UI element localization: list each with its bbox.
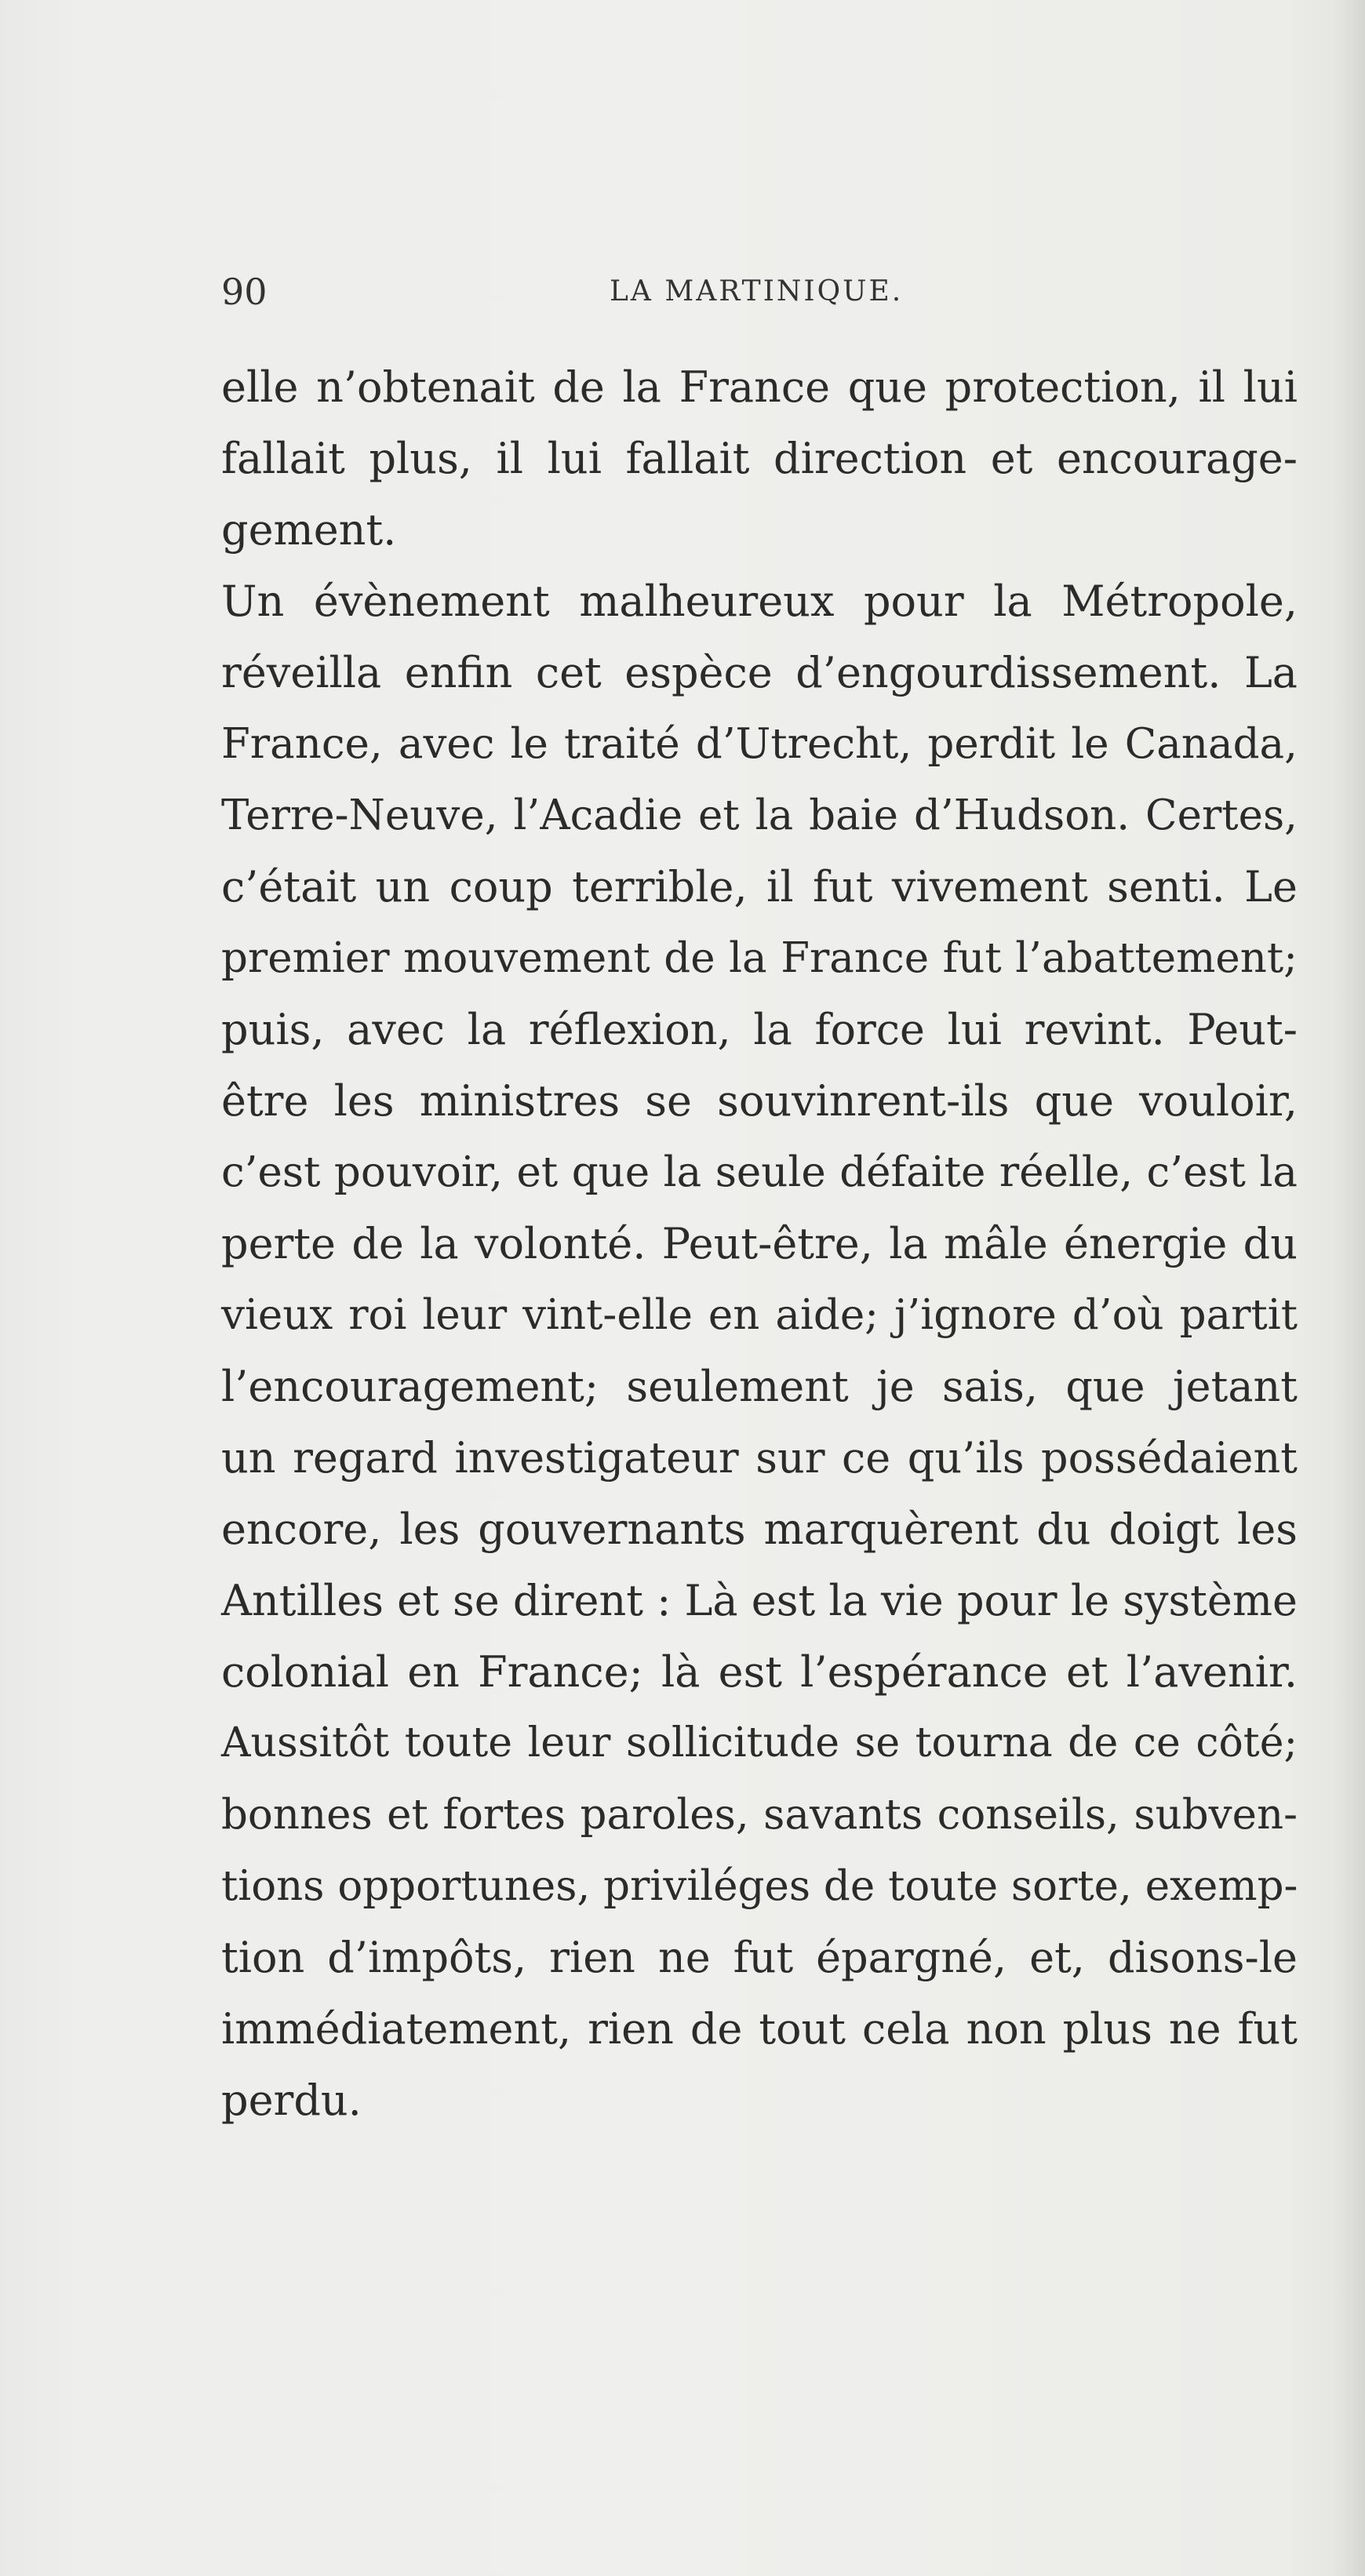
text-line: Terre-Neuve, l’Acadie et la baie d’Hudson. Certes,	[221, 791, 1298, 839]
text-line: réveilla enfin cet espèce d’engourdissement. La	[221, 648, 1298, 697]
text-line: Antilles et se dirent : Là est la vie pour le système	[221, 1576, 1298, 1625]
text-line: immédiatement, rien de tout cela non plus ne fut	[221, 2004, 1298, 2054]
text-line: premier mouvement de la France fut l’abattement;	[221, 934, 1298, 982]
body-text	[221, 351, 1298, 2136]
text-line: vieux roi leur vint-elle en aide; j’ignore d’où partit	[221, 1291, 1298, 1339]
text-line: bonnes et fortes paroles, savants conseils, subven-	[221, 1791, 1298, 1839]
text-line: elle n’obtenait de la France que protection, il lui	[221, 362, 1298, 412]
running-head: LA MARTINIQUE.	[610, 275, 904, 307]
text-line: l’encouragement; seulement je sais, que jetant	[221, 1362, 1298, 1411]
page-number: 90	[221, 271, 268, 313]
text-line: tion d’impôts, rien ne fut épargné, et, disons-le	[221, 1933, 1298, 1982]
page-header	[221, 268, 1298, 315]
text-line: colonial en France; là est l’espérance et l’avenir.	[221, 1647, 1298, 1697]
text-line: encore, les gouvernants marquèrent du doigt les	[221, 1504, 1298, 1554]
text-line: puis, avec la réflexion, la force lui revint. Peut-	[221, 1005, 1298, 1054]
text-line: fallait plus, il lui fallait direction et encourage-	[221, 434, 1298, 483]
text-line: perte de la volonté. Peut-être, la mâle énergie du	[221, 1219, 1298, 1268]
page-edge-shadow	[1334, 0, 1365, 2576]
text-line: un regard investigateur sur ce qu’ils possédaient	[221, 1433, 1298, 1483]
text-line: France, avec le traité d’Utrecht, perdit le Canada,	[221, 720, 1298, 768]
text-line: Aussitôt toute leur sollicitude se tourna de ce côté;	[221, 1719, 1298, 1766]
text-line: c’était un coup terrible, il fut vivement senti. Le	[221, 862, 1298, 911]
text-line: gement.	[221, 505, 397, 555]
text-line: perdu.	[221, 2076, 362, 2125]
text-line: tions opportunes, priviléges de toute sorte, exemp-	[221, 1862, 1298, 1910]
text-line: Un évènement malheureux pour la Métropole,	[221, 577, 1298, 626]
text-line: c’est pouvoir, et que la seule défaite réelle, c’est la	[221, 1148, 1298, 1196]
text-line: être les ministres se souvinrent-ils que vouloir,	[221, 1076, 1298, 1126]
